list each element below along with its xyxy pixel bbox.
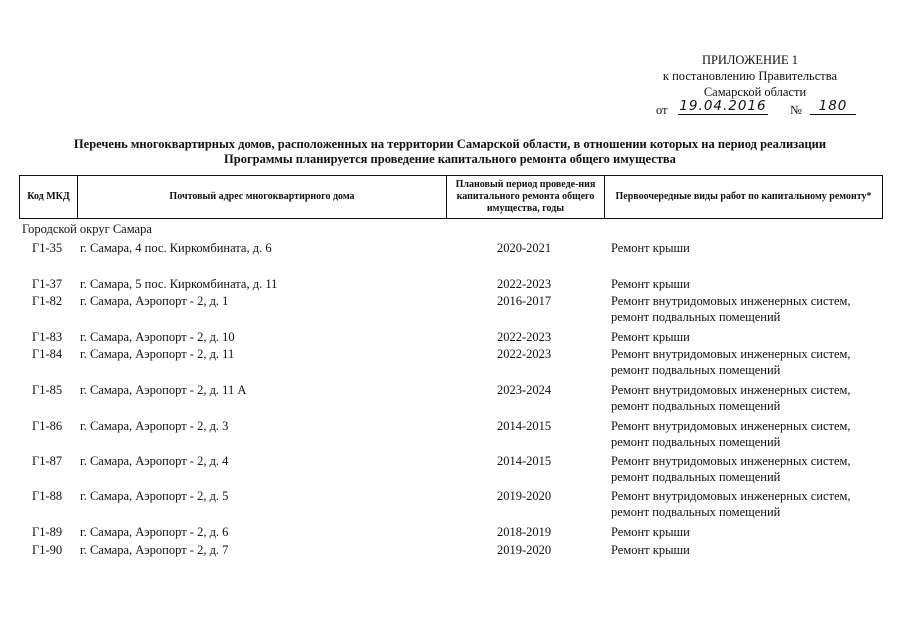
cell-code: Г1-88 — [32, 489, 63, 503]
header-works: Первоочередные виды работ по капитальному ремонту* — [604, 176, 882, 218]
appendix-region: Самарской области — [703, 85, 807, 99]
cell-works: Ремонт внутридомовых инженерных систем, ремонт подвальных помещений — [611, 383, 851, 413]
cell-address: г. Самара, Аэропорт - 2, д. 11 А — [80, 383, 247, 397]
resolution-number: 180 — [810, 98, 856, 115]
cell-address: г. Самара, Аэропорт - 2, д. 3 — [80, 419, 229, 433]
cell-period: 2023-2024 — [497, 383, 552, 397]
cell-address: г. Самара, Аэропорт - 2, д. 4 — [80, 454, 229, 468]
cell-code: Г1-84 — [32, 347, 63, 361]
cell-code: Г1-35 — [32, 241, 63, 255]
cell-code: Г1-86 — [32, 419, 63, 433]
appendix-date-line — [600, 100, 900, 120]
appendix-resolution: к постановлению Правительства — [662, 69, 838, 83]
cell-code: Г1-87 — [32, 454, 63, 468]
cell-works: Ремонт внутридомовых инженерных систем, ремонт подвальных помещений — [611, 294, 851, 324]
appendix-header — [600, 52, 900, 120]
header-code: Код МКД — [27, 191, 70, 202]
cell-works: Ремонт внутридомовых инженерных систем, ремонт подвальных помещений — [611, 454, 851, 484]
number-sign: № — [790, 103, 802, 117]
date-prefix: от — [656, 103, 668, 117]
cell-works: Ремонт внутридомовых инженерных систем, ремонт подвальных помещений — [611, 489, 851, 519]
cell-period: 2014-2015 — [497, 454, 552, 468]
cell-address: г. Самара, Аэропорт - 2, д. 6 — [80, 525, 229, 539]
cell-works: Ремонт крыши — [611, 330, 690, 344]
appendix-label: ПРИЛОЖЕНИЕ 1 — [701, 53, 799, 67]
cell-code: Г1-90 — [32, 543, 63, 557]
title-line-1: Перечень многоквартирных домов, расположенных на территории Самарской области, в отношении которых на период реализации — [73, 137, 827, 151]
cell-address: г. Самара, 5 пос. Киркомбината, д. 11 — [80, 277, 278, 291]
cell-address: г. Самара, 4 пос. Киркомбината, д. 6 — [80, 241, 272, 255]
table-header — [19, 175, 883, 219]
resolution-date: 19.04.2016 — [679, 98, 767, 114]
cell-address: г. Самара, Аэропорт - 2, д. 5 — [80, 489, 229, 503]
cell-code: Г1-89 — [32, 525, 63, 539]
cell-period: 2019-2020 — [497, 543, 552, 557]
cell-period: 2016-2017 — [497, 294, 552, 308]
cell-code: Г1-37 — [32, 277, 63, 291]
cell-period: 2020-2021 — [497, 241, 552, 255]
cell-works: Ремонт крыши — [611, 241, 690, 255]
cell-works: Ремонт внутридомовых инженерных систем, ремонт подвальных помещений — [611, 419, 851, 449]
header-period: Плановый период проведе-ния капитального ремонта общего имущества, годы — [446, 176, 604, 218]
cell-address: г. Самара, Аэропорт - 2, д. 10 — [80, 330, 235, 344]
cell-works: Ремонт внутридомовых инженерных систем, ремонт подвальных помещений — [611, 347, 851, 377]
cell-works: Ремонт крыши — [611, 543, 690, 557]
cell-address: г. Самара, Аэропорт - 2, д. 7 — [80, 543, 229, 557]
cell-address: г. Самара, Аэропорт - 2, д. 1 — [80, 294, 229, 308]
header-address: Почтовый адрес многоквартирного дома — [77, 176, 446, 218]
cell-period: 2019-2020 — [497, 489, 552, 503]
cell-code: Г1-85 — [32, 383, 63, 397]
cell-works: Ремонт крыши — [611, 277, 690, 291]
cell-period: 2018-2019 — [497, 525, 552, 539]
cell-period: 2022-2023 — [497, 277, 552, 291]
cell-period: 2022-2023 — [497, 330, 552, 344]
title-line-2: Программы планируется проведение капитального ремонта общего имущества — [224, 152, 676, 166]
cell-works: Ремонт крыши — [611, 525, 690, 539]
cell-period: 2014-2015 — [497, 419, 552, 433]
document-title — [20, 137, 880, 167]
cell-code: Г1-83 — [32, 330, 63, 344]
cell-code: Г1-82 — [32, 294, 63, 308]
group-heading: Городской округ Самара — [22, 222, 152, 236]
cell-address: г. Самара, Аэропорт - 2, д. 11 — [80, 347, 235, 361]
cell-period: 2022-2023 — [497, 347, 552, 361]
